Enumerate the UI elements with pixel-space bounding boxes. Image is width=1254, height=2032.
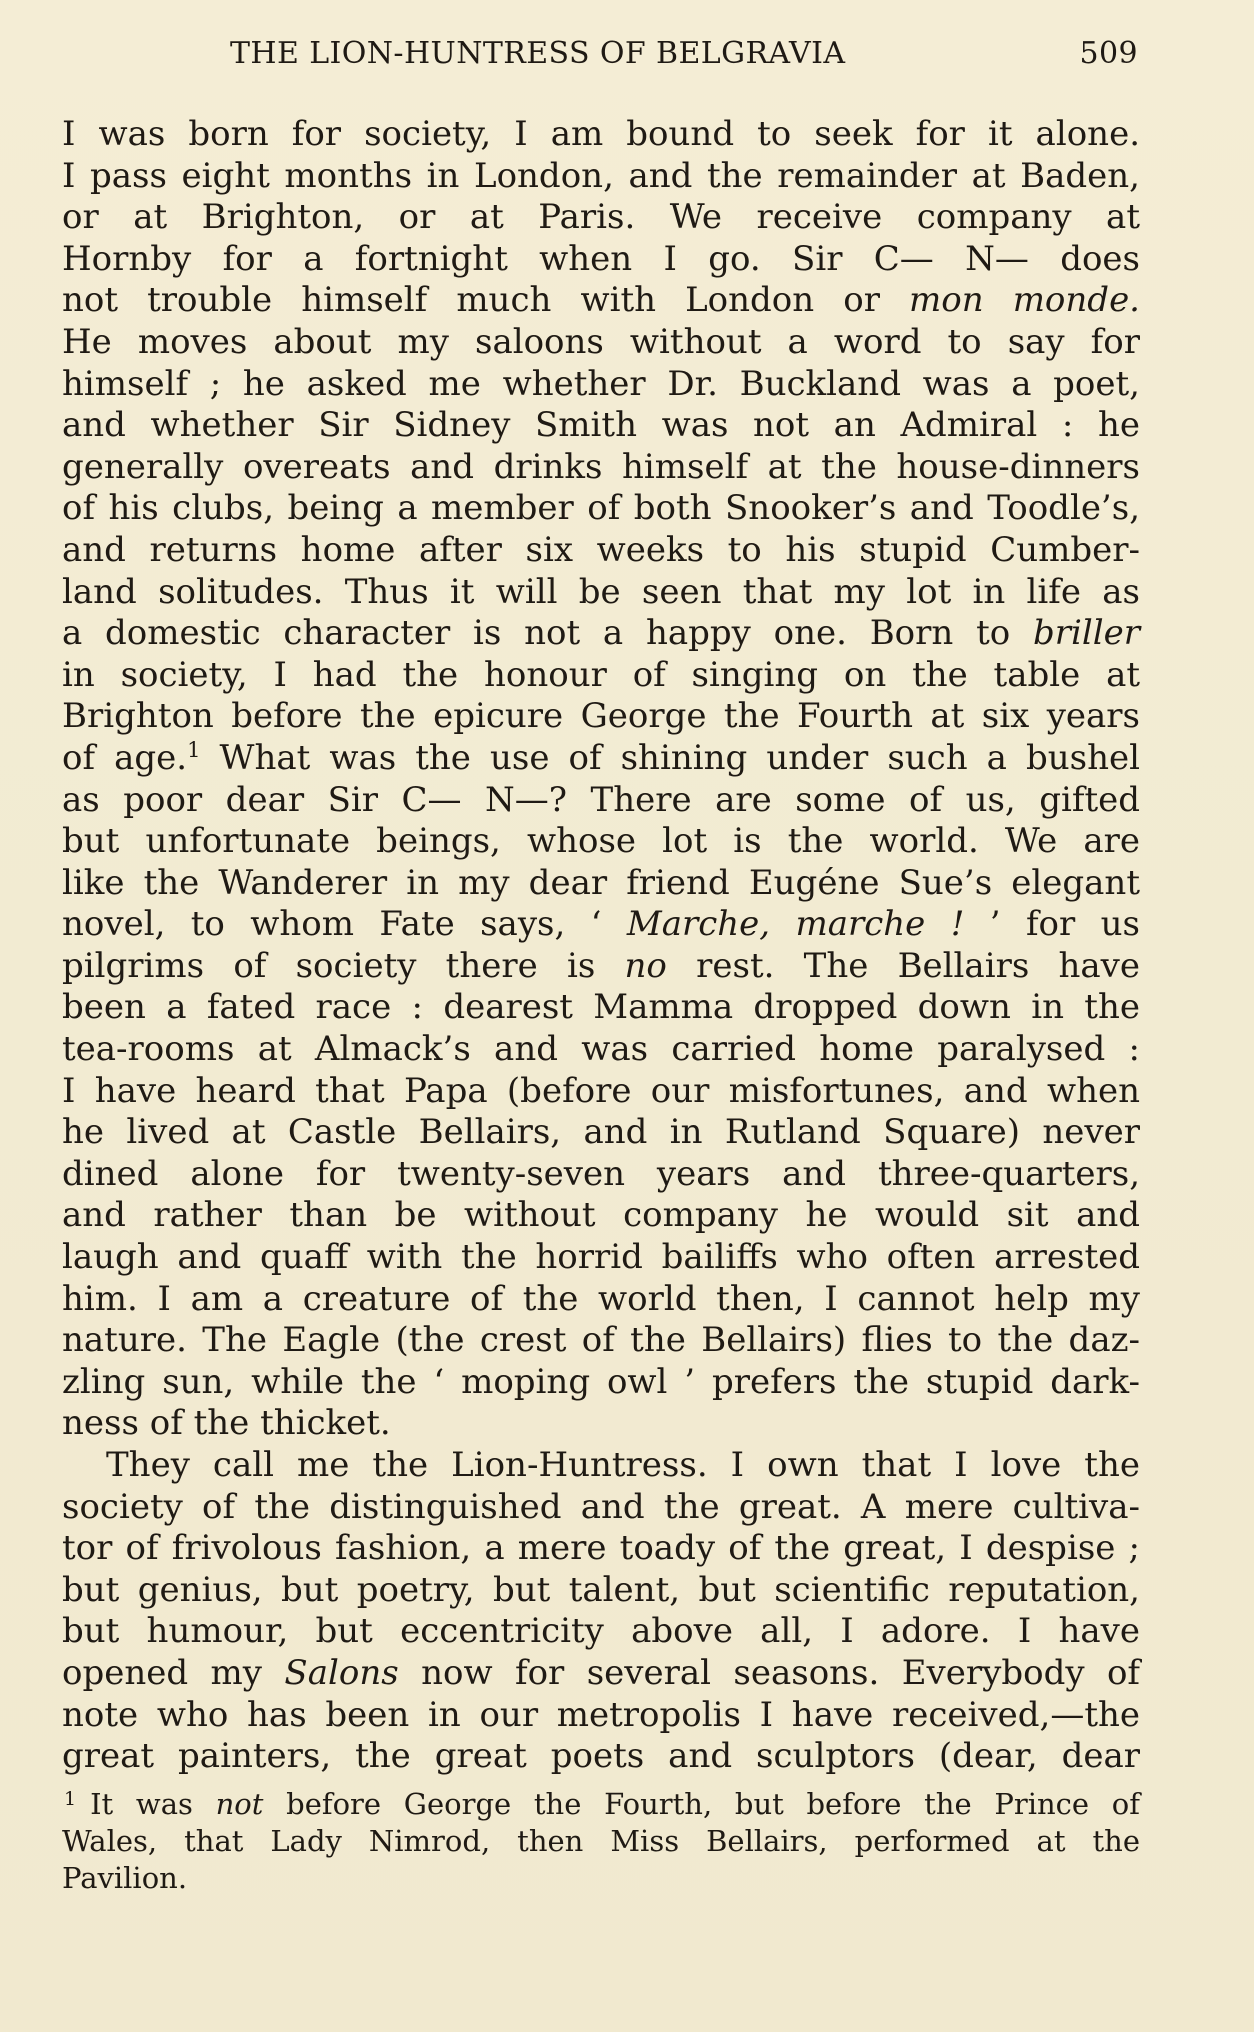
- text-line: but unfortunate beings, whose lot is the world. We are: [62, 821, 1140, 862]
- text-line: [62, 1653, 1140, 1695]
- text-line: and returns home after six weeks to his stupid Cumber-: [62, 529, 1140, 570]
- text-segment: pilgrims of society there is: [62, 945, 625, 986]
- text-segment: ’ for us: [964, 904, 1141, 945]
- text-line: ness of the thicket.: [62, 1403, 391, 1444]
- text-line: I was born for society, I am bound to seek for it alone.: [62, 114, 1140, 154]
- body-text: [62, 114, 1140, 1778]
- footnote-line: Pavilion.: [62, 1861, 188, 1895]
- italic-phrase: Marche, marche !: [626, 904, 965, 945]
- text-line: zling sun, while the ‘ moping owl ’ prefers the stupid dark-: [62, 1361, 1140, 1402]
- text-line: but genius, but poetry, but talent, but scientific reputation,: [62, 1569, 1140, 1610]
- text-segment: What was the use of shining under such a bushel: [200, 737, 1140, 778]
- text-line: [62, 280, 1140, 322]
- italic-phrase: Salons: [284, 1652, 399, 1693]
- text-line: note who has been in our metropolis I have received,—the: [62, 1694, 1140, 1735]
- text-line: or at Brighton, or at Paris. We receive company at: [62, 197, 1140, 238]
- running-title: THE LION-HUNTRESS OF BELGRAVIA: [230, 36, 846, 71]
- footnote-mark: 1: [64, 1788, 77, 1810]
- page-header: [62, 36, 1138, 80]
- text-segment: now for several seasons. Everybody of: [398, 1652, 1141, 1693]
- text-segment: not trouble himself much with London or: [62, 280, 910, 321]
- text-line: himself ; he asked me whether Dr. Buckland was a poet,: [62, 363, 1140, 404]
- text-line: dined alone for twenty-seven years and three-quarters,: [62, 1153, 1140, 1194]
- text-line: laugh and quaff with the horrid bailiffs who often arrested: [62, 1237, 1140, 1278]
- italic-phrase: mon monde.: [909, 280, 1140, 321]
- page-number: 509: [1079, 36, 1138, 71]
- footnote: [62, 1786, 1140, 1897]
- italic-phrase: no: [624, 945, 667, 986]
- footnote-line: Wales, that Lady Nimrod, then Miss Bellairs, performed at the: [62, 1824, 1140, 1858]
- text-line: land solitudes. Thus it will be seen that my lot in life as: [62, 571, 1140, 612]
- text-line: of his clubs, being a member of both Snooker’s and Toodle’s,: [62, 488, 1140, 529]
- text-line: generally overeats and drinks himself at the house-dinners: [62, 446, 1140, 487]
- text-segment: before George the Fourth, but before the Prince of: [263, 1787, 1140, 1821]
- text-line: He moves about my saloons without a word to say for: [62, 321, 1140, 362]
- text-line: tor of frivolous fashion, a mere toady of the great, I despise ;: [62, 1528, 1140, 1569]
- text-segment: of age.: [62, 737, 188, 778]
- text-line: in society, I had the honour of singing on the table at: [62, 654, 1140, 695]
- text-line: Hornby for a fortnight when I go. Sir C— N— does: [62, 238, 1140, 279]
- text-line: tea-rooms at Almack’s and was carried home paralysed :: [62, 1029, 1140, 1070]
- text-line: and rather than be without company he would sit and: [62, 1195, 1140, 1236]
- text-line: nature. The Eagle (the crest of the Bellairs) flies to the daz-: [62, 1320, 1140, 1361]
- text-line: I have heard that Papa (before our misfortunes, and when: [62, 1070, 1140, 1111]
- text-line: and whether Sir Sidney Smith was not an Admiral : he: [62, 405, 1140, 446]
- footnote-reference: 1: [187, 737, 201, 762]
- text-line: him. I am a creature of the world then, I cannot help my: [62, 1278, 1140, 1319]
- italic-phrase: not: [215, 1787, 264, 1821]
- text-line: [62, 904, 1140, 946]
- text-line: he lived at Castle Bellairs, and in Rutland Square) never: [62, 1112, 1140, 1153]
- text-segment: novel, to whom Fate says, ‘: [62, 904, 627, 945]
- text-line: Brighton before the epicure George the Fourth at six years: [62, 696, 1140, 737]
- paragraph-first-line: They call me the Lion-Huntress. I own that I love the: [106, 1445, 1140, 1485]
- footnote-text: [90, 1787, 1140, 1821]
- italic-phrase: briller: [1032, 613, 1140, 654]
- text-line: been a fated race : dearest Mamma dropped down in the: [62, 987, 1140, 1028]
- text-line: like the Wanderer in my dear friend Eugéne Sue’s elegant: [62, 862, 1140, 903]
- text-line: society of the distinguished and the great. A mere cultiva-: [62, 1486, 1140, 1527]
- text-segment: opened my: [62, 1652, 285, 1693]
- text-line: I pass eight months in London, and the remainder at Baden,: [62, 155, 1140, 196]
- text-segment: a domestic character is not a happy one. Born to: [62, 613, 1033, 654]
- text-segment: rest. The Bellairs have: [666, 945, 1141, 986]
- footnote-line: [62, 1786, 1140, 1823]
- text-line: [62, 613, 1140, 655]
- text-line: but humour, but eccentricity above all, I adore. I have: [62, 1611, 1140, 1652]
- text-line: as poor dear Sir C— N—? There are some of us, gifted: [62, 779, 1140, 820]
- text-line: [62, 738, 1140, 780]
- text-line: great painters, the great poets and sculptors (dear, dear: [62, 1736, 1140, 1777]
- text-line: [62, 946, 1140, 988]
- text-segment: It was: [90, 1787, 216, 1821]
